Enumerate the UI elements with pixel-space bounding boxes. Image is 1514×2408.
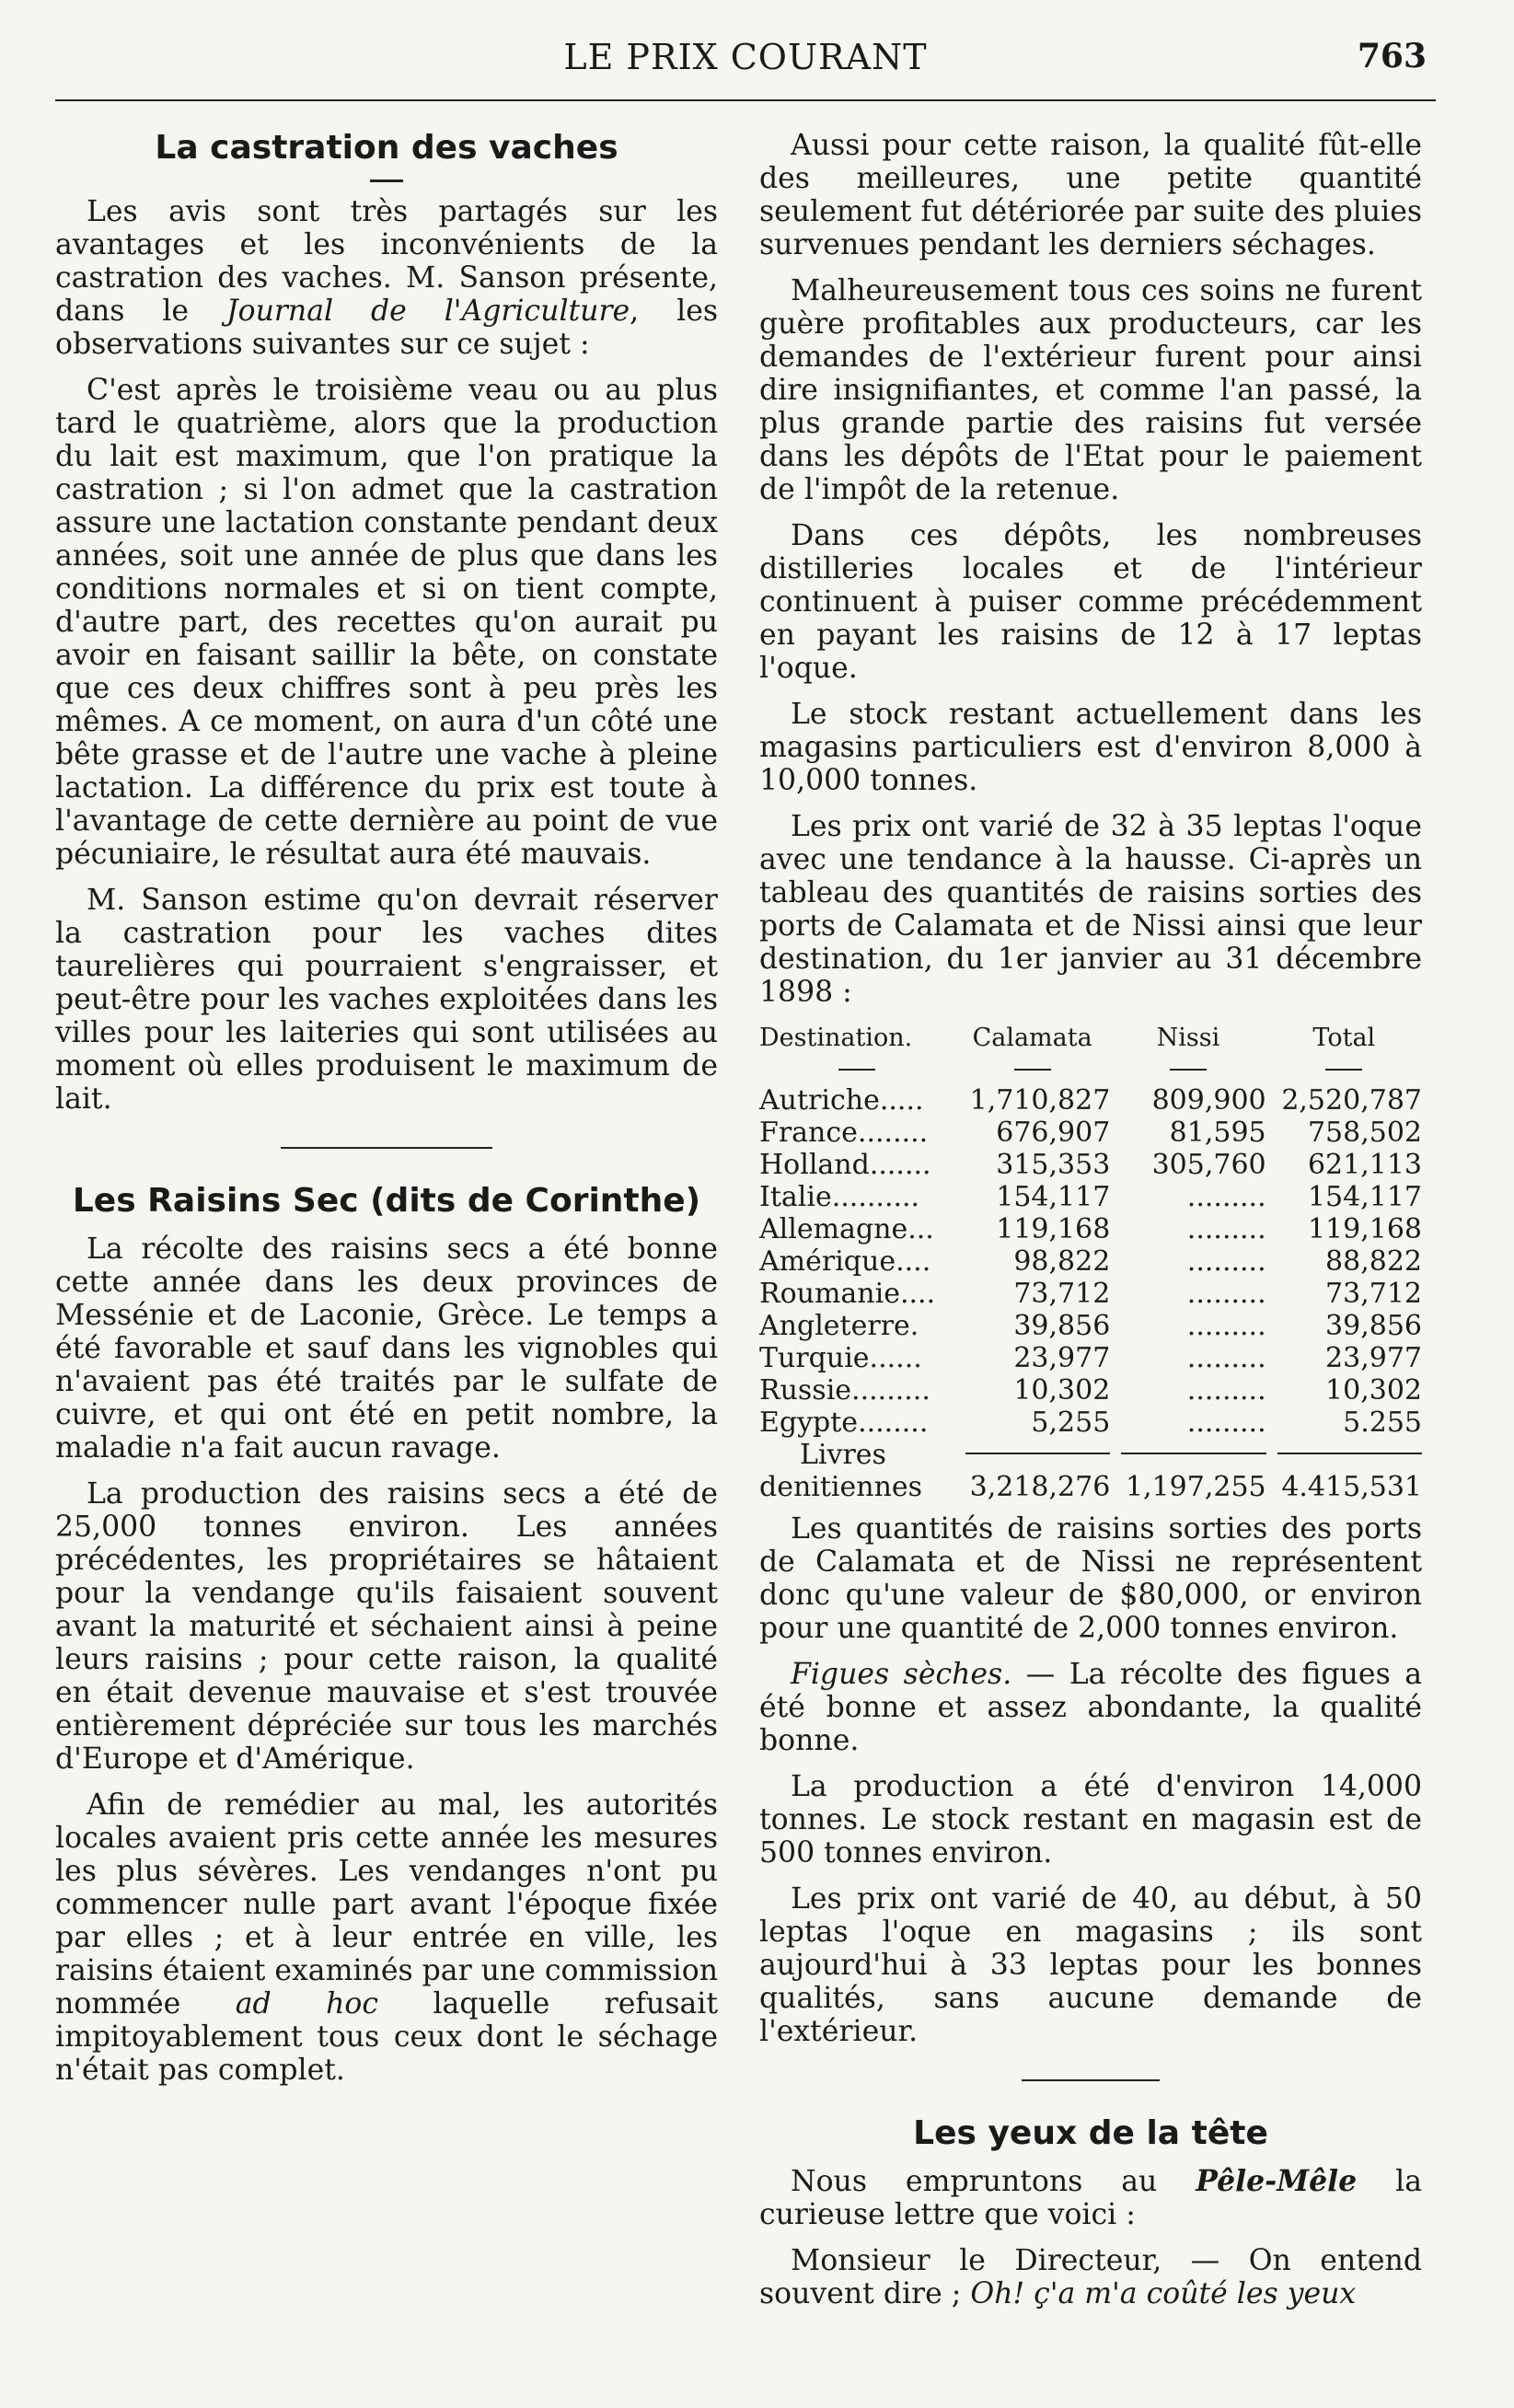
table-cell-nissi: ......... [1186,1374,1266,1407]
table-cell-nissi: ......... [1186,1245,1266,1278]
table-cell-total: 88,822 [1325,1245,1422,1278]
table-cell-total: 10,302 [1325,1374,1422,1407]
table-cell-nissi: 305,760 [1151,1149,1266,1181]
table-cell-dest: France........ [759,1117,929,1149]
column-header: Nissi [1156,1024,1220,1052]
table-cell-dest: Amérique.... [759,1245,931,1278]
header-rule [55,99,1436,101]
table-row [759,1245,1422,1278]
export-table [759,1022,1422,1503]
table-cell-nissi: ......... [1186,1310,1266,1342]
title-underline [370,179,403,182]
paragraph: Aussi pour cette raison, la qualité fût-elle des meilleures, une petite quantité seulement fut détériorée par suite des pluies survenues pendant les derniers séchages. [759,129,1422,261]
paragraph: La production des raisins secs a été de 25,000 tonnes environ. Les années précédentes, les propriétaires se hâtaient pour la vendange qu'ils faisaient souvent avant la maturité et séchaient ainsi à peine leurs raisins ; pour cette raison, la qualité en était devenue mauvaise et s'est trouvée entièrement dépréciée sur tous les marchés d'Europe et d'Amérique. [55,1477,718,1776]
table-cell-nissi: ......... [1186,1213,1266,1245]
table-cell-nissi: 81,595 [1169,1117,1266,1149]
table-row [759,1310,1422,1342]
table-body [759,1084,1422,1439]
table-cell-dest: Italie.......... [759,1181,920,1213]
table-cell-nissi: ......... [1186,1181,1266,1213]
table-cell-nissi: ......... [1186,1278,1266,1310]
table-cell-dest: Allemagne... [759,1213,934,1245]
table-cell-total: 154,117 [1307,1181,1422,1213]
paragraph: Malheureusement tous ces soins ne furent guère profitables aux producteurs, car les demandes de l'extérieur furent pour ainsi dire insignifiantes, et comme l'an passé, la plus grande partie des raisins fut versée dans les dépôts de l'Etat pour le paiement de l'impôt de la retenue. [759,274,1422,506]
paragraph: Les quantités de raisins sorties des ports de Calamata et de Nissi ne représentent donc qu'une valeur de $80,000, or environ pour une quantité de 2,000 tonnes environ. [759,1512,1422,1645]
table-cell-nissi: ......... [1186,1342,1266,1374]
article-separator [281,1147,492,1149]
table-cell-dest: Autriche..... [759,1084,924,1117]
page-header [55,37,1436,92]
table-dash-row [759,1052,1422,1084]
paragraph: Figues sèches. — La récolte des figues a été bonne et assez abondante, la qualité bonne. [759,1658,1422,1757]
journal-name: Journal de l'Agriculture [225,295,630,328]
paragraph: M. Sanson estime qu'on devrait réserver la castration pour les vaches dites taurelières qui pourraient s'engraisser, et peut-être pour les vaches exploitées dans les villes pour les laiteries qui sont utilisées au moment où elles produisent le maximum de lait. [55,884,718,1116]
section-label: Figues sèches. [791,1658,1012,1691]
table-cell-dest: Holland....... [759,1149,931,1181]
paragraph: Nous empruntons au Pêle-Mêle la curieuse lettre que voici : [759,2164,1422,2231]
table-cell-dest: Roumanie.... [759,1278,936,1310]
table-cell-calamata: 10,302 [1013,1374,1111,1407]
table-total-row: denitiennes 3,218,276 1,197,255 4.415,531 [759,1471,1422,1503]
table-cell-nissi: 809,900 [1151,1084,1266,1117]
paragraph: C'est après le troisième veau ou au plus tard le quatrième, alors que la production du lait est maximum, que l'on pratique la castration ; si l'on admet que la castration assure une lactation constante pendant deux années, soit une année de plus que dans les conditions normales et si on tient compte, d'autre part, des recettes qu'on aurait pu avoir en faisant saillir la bête, on constate que ces deux chiffres sont à peu près les mêmes. A ce moment, on aura d'un côté une bête grasse et de l'autre une vache à pleine lactation. La différence du prix est toute à l'avantage de cette dernière au point de vue pécuniaire, le résultat aura été mauvais. [55,374,718,871]
table-total-separator: Livres [759,1439,1422,1471]
table-cell-dest: Turquie...... [759,1342,922,1374]
article-title-raisins: Les Raisins Sec (dits de Corinthe) [72,1182,701,1220]
publication-title: LE PRIX COURANT [563,37,928,77]
column-header: Destination. [759,1024,913,1052]
table-cell-calamata: 98,822 [1013,1245,1111,1278]
table-cell-total: 73,712 [1325,1278,1422,1310]
paragraph: Monsieur le Directeur, — On entend souvent dire ; Oh! ç'a m'a coûté les yeux [759,2244,1422,2310]
table-cell-calamata: 5,255 [1031,1407,1111,1439]
table-cell-calamata: 39,856 [1013,1310,1111,1342]
table-cell-calamata: 73,712 [1013,1278,1111,1310]
table-cell-calamata: 23,977 [1013,1342,1111,1374]
table-cell-total: 39,856 [1325,1310,1422,1342]
table-row [759,1278,1422,1310]
table-cell-calamata: 119,168 [996,1213,1111,1245]
table-row [759,1117,1422,1149]
paragraph: La production a été d'environ 14,000 tonnes. Le stock restant en magasin est de 500 tonnes environ. [759,1770,1422,1870]
paragraph: La récolte des raisins secs a été bonne cette année dans les deux provinces de Messénie et de Laconie, Grèce. Le temps a été favorable et sauf dans les vignobles qui n'avaient pas été traités par le sulfate de cuivre, et qui ont été en petit nombre, la maladie n'a fait aucun ravage. [55,1233,718,1464]
article-title-castration: La castration des vaches [155,129,618,167]
table-row [759,1374,1422,1407]
table-cell-total: 23,977 [1325,1342,1422,1374]
article-separator [1022,2079,1160,2081]
table-cell-calamata: 315,353 [996,1149,1111,1181]
table-row [759,1149,1422,1181]
table-cell-nissi: ......... [1186,1407,1266,1439]
table-cell-calamata: 1,710,827 [969,1084,1111,1117]
paragraph: Les prix ont varié de 40, au début, à 50 leptas l'oque en magasins ; ils sont aujourd'hui à 33 leptas pour les bonnes qualités, sans aucune demande de l'extérieur. [759,1882,1422,2048]
table-cell-dest: Egypte........ [759,1407,929,1439]
table-cell-total: 5.255 [1343,1407,1422,1439]
paragraph: Afin de remédier au mal, les autorités locales avaient pris cette année les mesures les plus sévères. Les vendanges n'ont pu commencer nulle part avant l'époque fixée par elles ; et à leur entrée en ville, les raisins étaient examinés par une commission nommée ad hoc laquelle refusait impitoyablement tous ceux dont le séchage n'était pas complet. [55,1789,718,2087]
table-cell-dest: Russie......... [759,1374,930,1407]
table-row [759,1181,1422,1213]
table-cell-total: 621,113 [1307,1149,1422,1181]
paragraph: Les avis sont très partagés sur les avantages et les inconvénients de la castration des vaches. M. Sanson présente, dans le Journal de l'Agriculture, les observations suivantes sur ce sujet : [55,195,718,361]
table-cell-total: 119,168 [1307,1213,1422,1245]
table-cell-total: 2,520,787 [1281,1084,1422,1117]
paragraph: Le stock restant actuellement dans les magasins particuliers est d'environ 8,000 à 10,000 tonnes. [759,698,1422,797]
right-column [759,129,1422,2323]
table-row [759,1342,1422,1374]
table-row [759,1213,1422,1245]
left-column [55,129,718,2100]
table-cell-dest: Angleterre. [759,1310,919,1342]
column-header: Total [1312,1024,1376,1052]
page-number: 763 [1357,37,1427,75]
paragraph: Dans ces dépôts, les nombreuses distilleries locales et de l'intérieur continuent à puiser comme précédemment en payant les raisins de 12 à 17 leptas l'oque. [759,519,1422,685]
table-header-row [759,1022,1422,1052]
table-row [759,1084,1422,1117]
paragraph: Les prix ont varié de 32 à 35 leptas l'oque avec une tendance à la hausse. Ci-après un tableau des quantités de raisins sorties des ports de Calamata et de Nissi ainsi que leur destination, du 1er janvier au 31 décembre 1898 : [759,810,1422,1009]
table-row [759,1407,1422,1439]
table-cell-calamata: 676,907 [996,1117,1111,1149]
table-cell-calamata: 154,117 [996,1181,1111,1213]
article-title-yeux: Les yeux de la tête [913,2114,1268,2152]
column-header: Calamata [972,1024,1092,1052]
table-cell-total: 758,502 [1307,1117,1422,1149]
source-name: Pêle-Mêle [1196,2164,1358,2198]
